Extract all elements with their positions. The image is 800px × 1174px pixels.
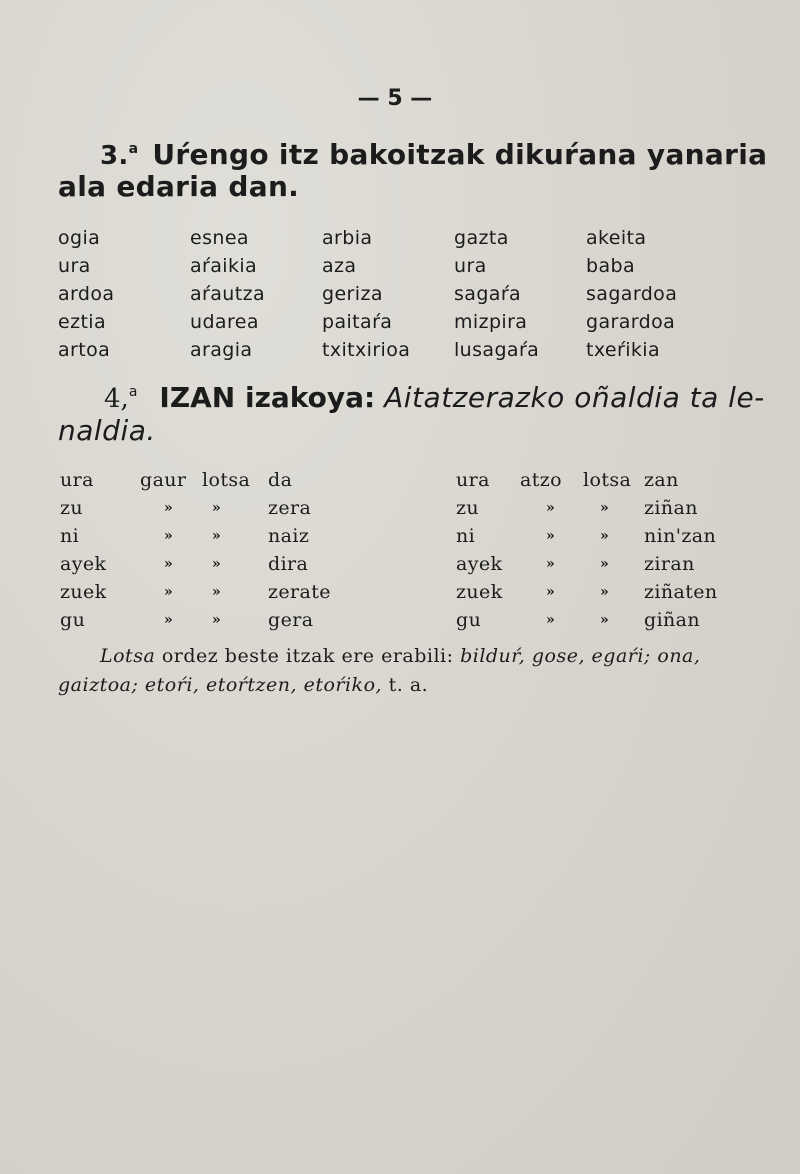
verb-form: da [268,469,293,491]
section4-number: 4, [104,384,129,414]
vocab-word: txeŕikia [586,339,661,361]
section3-heading-line2: ala edaria dan. [58,170,300,203]
lotsa-word: lotsa [583,469,632,491]
vocab-word: ogia [58,227,101,249]
verb-form: ziran [644,553,695,575]
verb-form: naiz [268,525,310,547]
pronoun: gu [456,609,482,631]
lotsa-word: lotsa [202,469,251,491]
vocab-word: aŕautza [190,283,266,305]
vocab-word: txitxirioa [322,339,411,361]
vocab-word: ardoa [58,283,115,305]
section4-heading-line1 [104,381,765,414]
present-verbs [268,466,331,631]
vocab-word: gazta [454,227,509,249]
time-word: gaur [140,469,187,491]
pronoun: ura [456,469,490,491]
verb-form: ziñaten [644,581,718,603]
ditto-mark: » [212,500,222,516]
vocab-word: aza [322,255,357,277]
note-abbreviation: t. a. [382,674,429,696]
vocab-word: esnea [190,227,249,249]
vocab-word: aŕaikia [190,255,258,277]
note-line1 [100,642,790,670]
verb-form: zera [268,497,312,519]
section4-number-sup: a [128,384,138,400]
ditto-mark: » [164,556,174,572]
section4-heading-line2 [58,414,156,447]
ditto-mark: » [546,556,556,572]
vocab-word: ura [454,255,487,277]
pronoun: ni [456,525,476,547]
verb-form: giñan [644,609,701,631]
vocab-word: paitaŕa [322,311,393,333]
present-pronouns [60,466,107,631]
past-ditto-column-1 [546,466,556,628]
vocab-word: artoa [58,339,111,361]
note-lotsa: Lotsa [100,645,156,667]
pronoun: zuek [60,581,107,603]
pronoun: ni [60,525,80,547]
vocab-word: lusagaŕa [454,339,540,361]
vocab-word: baba [586,255,636,277]
note-text: ordez beste itzak ere erabili: [155,645,461,667]
pronoun: zu [456,497,480,519]
page-number: — 5 — [357,86,433,111]
ditto-mark: » [212,584,222,600]
ditto-mark: » [600,500,610,516]
present-ditto-column-1 [164,466,174,628]
past-pronouns [456,466,503,631]
section4-subtitle-part2: naldia. [58,414,156,447]
vocab-word: eztia [58,311,107,333]
ditto-mark: » [600,556,610,572]
vocab-column-5 [586,224,677,364]
ditto-mark: » [546,612,556,628]
past-verbs [644,466,718,631]
pronoun: gu [60,609,86,631]
verb-form: gera [268,609,314,631]
past-ditto-column-2 [600,466,610,628]
note-examples-1: bilduŕ, gose, egaŕi; ona, [460,645,701,667]
ditto-mark: » [546,584,556,600]
vocab-column-2 [190,224,265,364]
time-word: atzo [520,469,563,491]
verb-form: dira [268,553,309,575]
verb-form: zan [644,469,679,491]
section4-keyword: IZAN izakoya: [159,381,376,414]
verb-form: zerate [268,581,331,603]
ditto-mark: » [164,612,174,628]
section3-heading-line1 [100,138,767,171]
ditto-mark: » [212,556,222,572]
vocab-word: mizpira [454,311,528,333]
section3-title-line1: Uŕengo itz bakoitzak dikuŕana yanaria [152,138,768,171]
vocab-column-3 [322,224,410,364]
vocab-column-1 [58,224,114,364]
note-examples-2: gaiztoa; etoŕi, etoŕtzen, etoŕiko, [58,674,383,696]
ditto-mark: » [546,500,556,516]
pronoun: zu [60,497,84,519]
past-time-column [520,466,562,494]
ditto-mark: » [212,612,222,628]
section3-number-sup: a [128,141,139,157]
vocab-word: garardoa [586,311,676,333]
pronoun: ayek [456,553,503,575]
vocab-word: sagardoa [586,283,678,305]
verb-form: ziñan [644,497,698,519]
ditto-mark: » [600,528,610,544]
vocab-word: arbia [322,227,373,249]
pronoun: ayek [60,553,107,575]
vocab-word: aragia [190,339,253,361]
present-ditto-column-2 [212,466,222,628]
note-line2 [58,671,748,699]
pronoun: ura [60,469,94,491]
ditto-mark: » [546,528,556,544]
pronoun: zuek [456,581,503,603]
vocab-word: sagaŕa [454,283,522,305]
ditto-mark: » [212,528,222,544]
ditto-mark: » [164,528,174,544]
ditto-mark: » [600,612,610,628]
vocab-word: ura [58,255,91,277]
section4-subtitle-part1: Aitatzerazko oñaldia ta le- [384,381,765,414]
vocab-word: geriza [322,283,383,305]
vocab-word: akeita [586,227,647,249]
verb-form: nin'zan [644,525,717,547]
ditto-mark: » [164,584,174,600]
ditto-mark: » [164,500,174,516]
present-lotsa-column [202,466,250,494]
vocab-column-4 [454,224,539,364]
ditto-mark: » [600,584,610,600]
vocab-word: udarea [190,311,259,333]
section3-number: 3. [100,141,129,171]
